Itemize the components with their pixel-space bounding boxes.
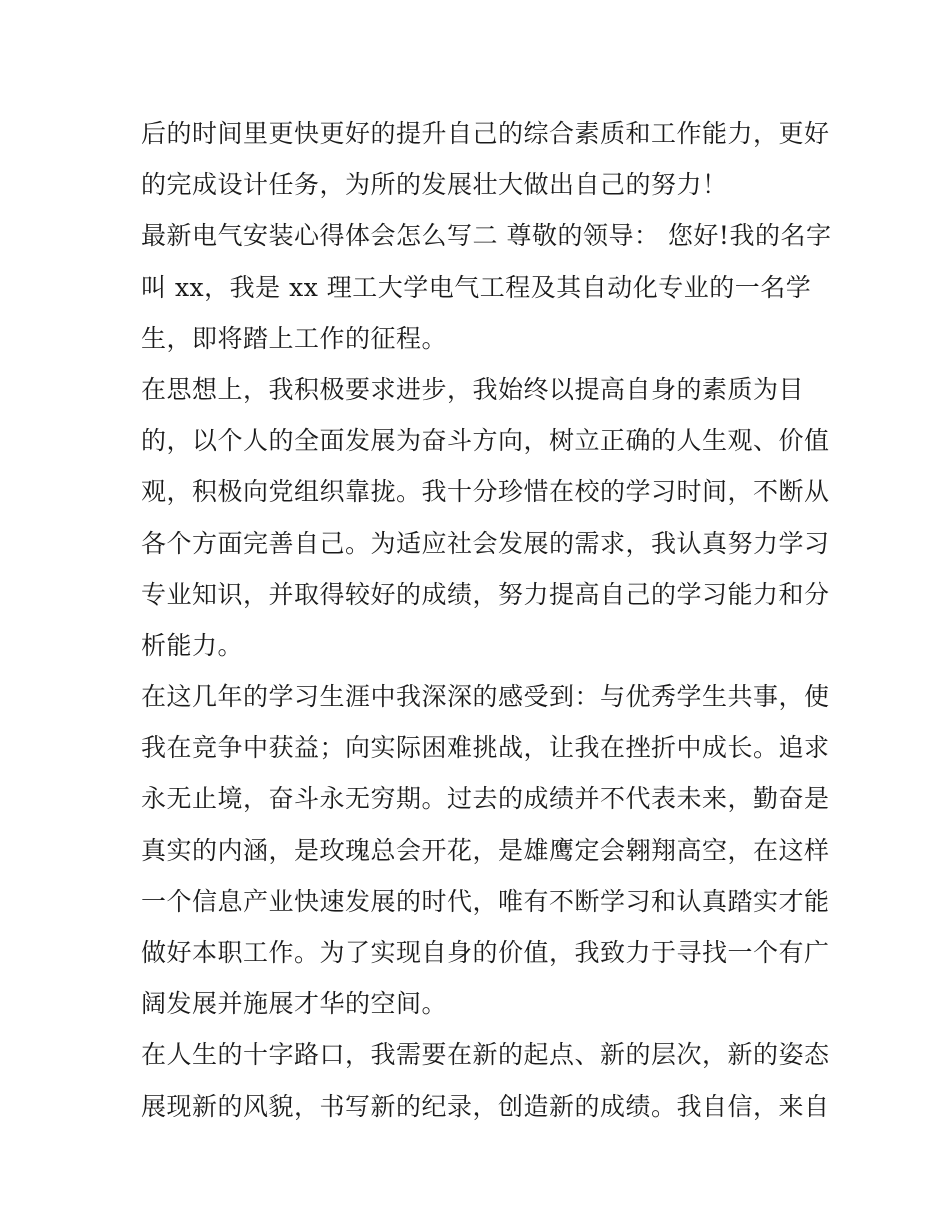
document-body <box>141 108 832 1132</box>
text-line: 生，即将踏上工作的征程。 <box>141 323 448 353</box>
text-line: 后的时间里更快更好的提升自己的综合素质和工作能力，更好 <box>141 119 830 148</box>
text-line: 专业知识，并取得较好的成绩，努力提高自己的学习能力和分 <box>141 579 830 609</box>
text-line: 的完成设计任务，为所的发展壮大做出自己的努力！ <box>141 170 728 200</box>
text-line: 在这几年的学习生涯中我深深的感受到：与优秀学生共事，使 <box>141 682 830 712</box>
text-line: 做好本职工作。为了实现自身的价值，我致力于寻找一个有广 <box>141 938 830 967</box>
text-line: 一个信息产业快速发展的时代，唯有不断学习和认真踏实才能 <box>141 886 830 916</box>
text-line: 最新电气安装心得体会怎么写二 尊敬的领导： 您好!我的名字 <box>141 221 832 251</box>
text-line: 观，积极向党组织靠拢。我十分珍惜在校的学习时间，不断从 <box>141 477 830 507</box>
text-line: 阔发展并施展才华的空间。 <box>141 989 448 1019</box>
text-line: 我在竞争中获益；向实际困难挑战，让我在挫折中成长。追求 <box>141 733 830 763</box>
text-line: 各个方面完善自己。为适应社会发展的需求，我认真努力学习 <box>141 528 830 558</box>
text-line: 的，以个人的全面发展为奋斗方向，树立正确的人生观、价值 <box>141 426 830 456</box>
text-line: 叫 xx，我是 xx 理工大学电气工程及其自动化专业的一名学 <box>141 272 812 302</box>
text-line: 真实的内涵，是玫瑰总会开花，是雄鹰定会翱翔高空，在这样 <box>141 835 830 865</box>
text-line: 在思想上，我积极要求进步，我始终以提高自身的素质为目 <box>141 374 805 404</box>
text-line: 展现新的风貌，书写新的纪录，创造新的成绩。我自信，来自 <box>141 1091 830 1121</box>
text-line: 永无止境，奋斗永无穷期。过去的成绩并不代表未来，勤奋是 <box>141 784 830 814</box>
text-line: 析能力。 <box>141 630 244 660</box>
text-line: 在人生的十字路口，我需要在新的起点、新的层次，新的姿态 <box>141 1040 830 1070</box>
